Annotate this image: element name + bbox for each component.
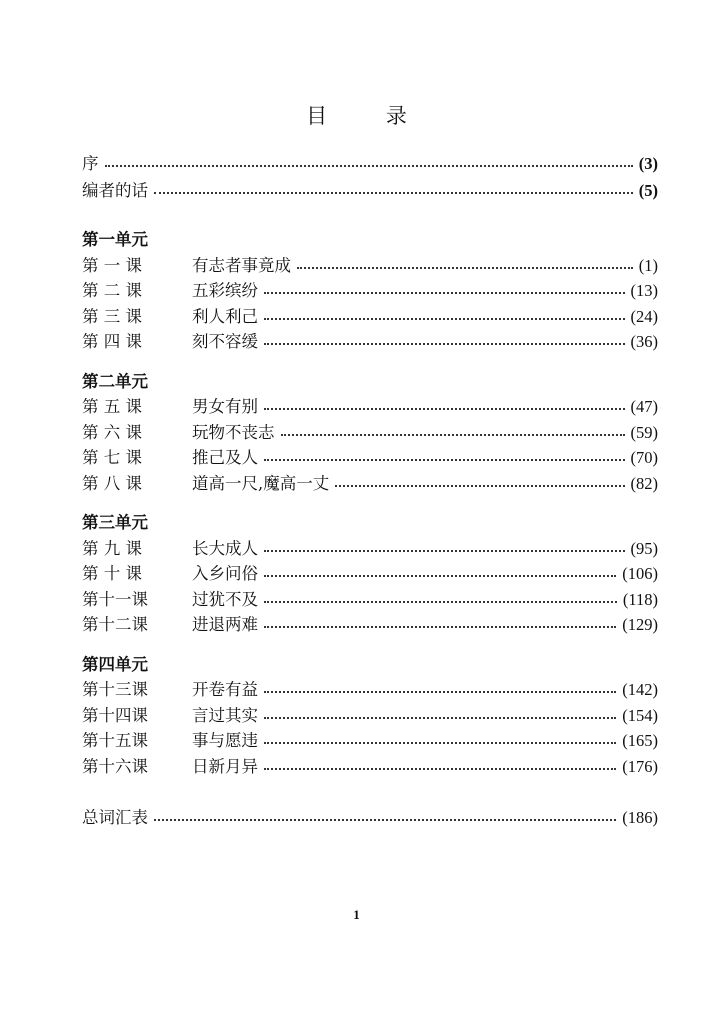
- lesson-title: 日新月异: [192, 756, 258, 776]
- toc-entry-lesson[interactable]: [82, 535, 658, 561]
- lesson-number: 第 五 课: [82, 397, 142, 416]
- toc-entry-lesson[interactable]: [82, 702, 658, 728]
- lesson-number: 第 十 课: [82, 564, 142, 583]
- lesson-number: 第十一课: [82, 589, 148, 609]
- lesson-title: 五彩缤纷: [192, 281, 258, 300]
- entry-page: (186): [622, 808, 658, 827]
- lesson-page: (142): [622, 680, 658, 699]
- lesson-page: (36): [630, 332, 658, 351]
- lesson-title: 事与愿违: [192, 731, 258, 750]
- dot-leader: [154, 182, 633, 196]
- entry-page: (3): [638, 154, 658, 173]
- unit-heading: 第一单元: [82, 230, 148, 249]
- dot-leader: [297, 257, 633, 271]
- dot-leader: [105, 155, 633, 169]
- lesson-page: (82): [630, 473, 658, 493]
- toc-entry-lesson[interactable]: [82, 419, 658, 445]
- lesson-page: (154): [622, 705, 658, 725]
- lesson-title: 入乡问俗: [192, 564, 258, 583]
- page-title: 目 录: [306, 104, 433, 128]
- dot-leader: [264, 591, 617, 605]
- entry-title: 序: [82, 154, 99, 173]
- lesson-page: (176): [622, 756, 658, 776]
- lesson-page: (70): [630, 448, 658, 467]
- dot-leader: [264, 758, 616, 772]
- toc-entry-lesson[interactable]: [82, 753, 658, 779]
- spacer: [82, 778, 658, 804]
- toc-entry-lesson[interactable]: [82, 328, 658, 354]
- lesson-number: 第 八 课: [82, 473, 142, 493]
- toc-entry-lesson[interactable]: [82, 470, 658, 496]
- dot-leader: [264, 540, 625, 554]
- dot-leader: [264, 398, 625, 412]
- entry-page: (5): [638, 181, 658, 200]
- dot-leader: [154, 809, 616, 823]
- lesson-number: 第十五课: [82, 731, 148, 750]
- lesson-number: 第 九 课: [82, 538, 142, 558]
- lesson-title: 过犹不及: [192, 589, 258, 609]
- lesson-title: 有志者事竟成: [192, 255, 291, 275]
- dot-leader: [264, 616, 616, 630]
- dot-leader: [264, 707, 616, 721]
- lesson-number: 第十六课: [82, 756, 148, 776]
- dot-leader: [264, 732, 616, 746]
- unit-heading: 第二单元: [82, 371, 148, 391]
- lesson-title: 道高一尺,魔高一丈: [192, 473, 330, 493]
- toc-entry-editors-note[interactable]: [82, 177, 658, 204]
- lesson-number: 第十二课: [82, 615, 148, 634]
- dot-leader: [264, 282, 625, 296]
- toc-entry-lesson[interactable]: [82, 277, 658, 303]
- dot-leader: [264, 681, 616, 695]
- lesson-page: (47): [630, 397, 658, 416]
- lesson-title: 进退两难: [192, 615, 258, 634]
- dot-leader: [264, 565, 616, 579]
- lesson-page: (129): [622, 615, 658, 634]
- toc-entry-lesson[interactable]: [82, 252, 658, 278]
- dot-leader: [264, 333, 625, 347]
- toc-entry-lesson[interactable]: [82, 676, 658, 702]
- toc-entry-lesson[interactable]: [82, 586, 658, 612]
- page-number: 1: [353, 907, 360, 922]
- lesson-title: 长大成人: [192, 538, 258, 558]
- dot-leader: [264, 449, 625, 463]
- lesson-title: 玩物不丧志: [192, 422, 275, 442]
- toc-entry-lesson[interactable]: [82, 303, 658, 329]
- toc-entry-glossary[interactable]: [82, 804, 658, 830]
- dot-leader: [335, 475, 624, 489]
- toc-entry-lesson[interactable]: [82, 393, 658, 419]
- table-of-contents: [82, 150, 658, 830]
- lesson-number: 第 六 课: [82, 422, 142, 442]
- unit-heading: 第四单元: [82, 654, 148, 674]
- lesson-number: 第 四 课: [82, 332, 142, 351]
- dot-leader: [264, 308, 625, 322]
- toc-entry-lesson[interactable]: [82, 444, 658, 470]
- lesson-number: 第十三课: [82, 680, 148, 699]
- lesson-title: 言过其实: [192, 705, 258, 725]
- toc-entry-preface[interactable]: [82, 150, 658, 177]
- lesson-page: (106): [622, 564, 658, 583]
- toc-entry-lesson[interactable]: [82, 727, 658, 753]
- entry-title: 编者的话: [82, 181, 148, 200]
- toc-entry-lesson[interactable]: [82, 611, 658, 637]
- entry-title: 总词汇表: [82, 808, 148, 827]
- lesson-page: (59): [630, 422, 658, 442]
- dot-leader: [281, 424, 625, 438]
- lesson-page: (24): [630, 306, 658, 326]
- lesson-title: 推己及人: [192, 448, 258, 467]
- lesson-title: 利人利己: [192, 306, 258, 326]
- toc-entry-lesson[interactable]: [82, 560, 658, 586]
- lesson-page: (165): [622, 731, 658, 750]
- lesson-title: 男女有别: [192, 397, 258, 416]
- lesson-number: 第 二 课: [82, 281, 142, 300]
- lesson-page: (1): [638, 255, 658, 275]
- lesson-number: 第 三 课: [82, 306, 142, 326]
- lesson-title: 开卷有益: [192, 680, 258, 699]
- lesson-number: 第十四课: [82, 705, 148, 725]
- lesson-page: (118): [622, 589, 658, 609]
- lesson-page: (95): [630, 538, 658, 558]
- lesson-title: 刻不容缓: [192, 332, 258, 351]
- lesson-page: (13): [630, 281, 658, 300]
- lesson-number: 第 七 课: [82, 448, 142, 467]
- lesson-number: 第 一 课: [82, 255, 142, 275]
- unit-heading: 第三单元: [82, 513, 148, 532]
